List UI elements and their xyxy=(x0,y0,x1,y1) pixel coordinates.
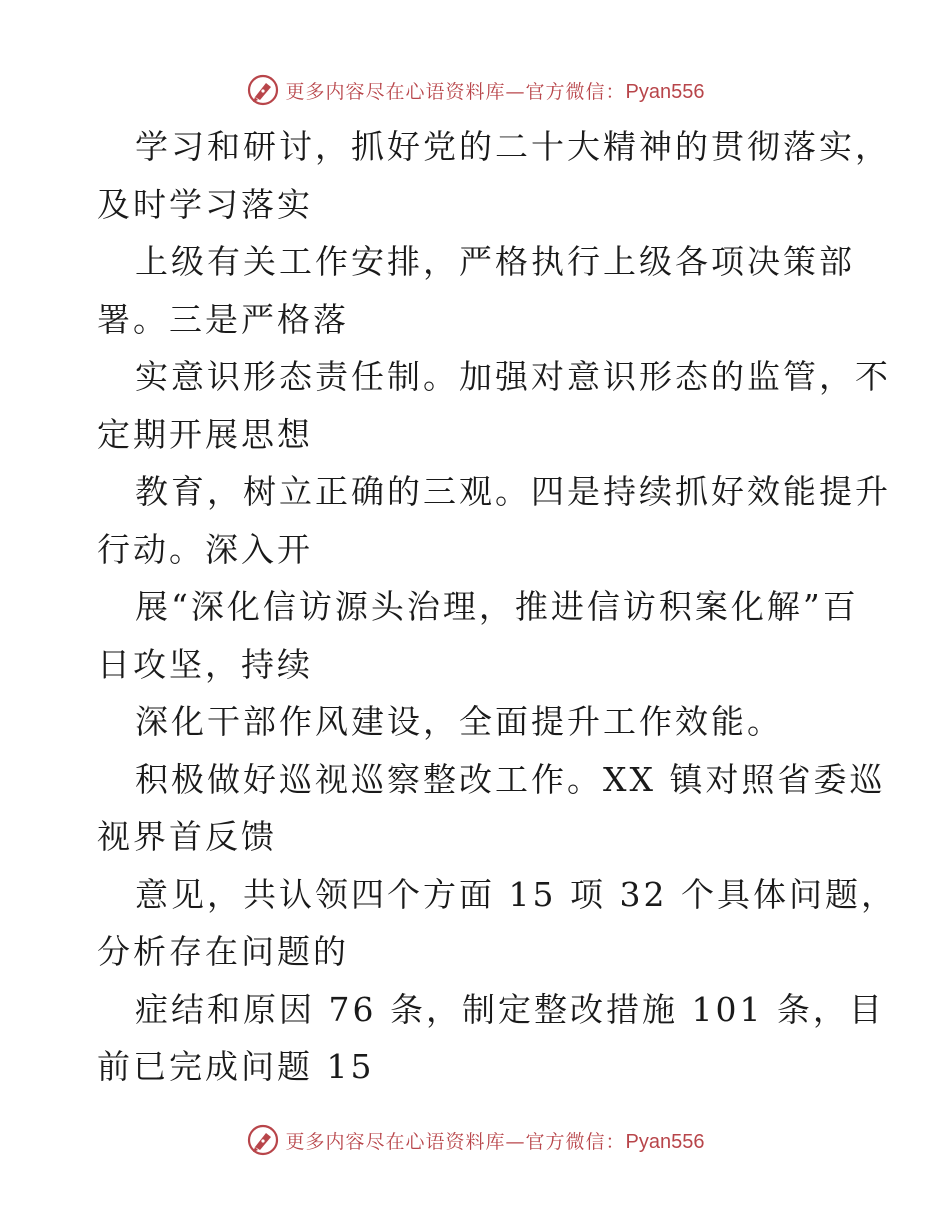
watermark-handle: Pyan556 xyxy=(625,1130,705,1153)
text-line: 行动。深入开 xyxy=(97,529,313,569)
watermark-handle: Pyan556 xyxy=(625,80,705,103)
text-line: 症结和原因 76 条，制定整改措施 101 条，目 xyxy=(135,989,885,1029)
watermark-label: 更多内容尽在心语资料库—官方微信： xyxy=(285,1130,626,1153)
text-line: 展“深化信访源头治理，推进信访积案化解”百 xyxy=(135,587,859,626)
text-line: 意见，共认领四个方面 15 项 32 个具体问题， xyxy=(135,874,897,914)
watermark-label: 更多内容尽在心语资料库—官方微信： xyxy=(285,80,626,103)
text-line: 及时学习落实 xyxy=(97,184,313,224)
text-line: 日攻坚，持续 xyxy=(97,644,313,684)
text-line: 上级有关工作安排，严格执行上级各项决策部 xyxy=(135,242,855,281)
text-line: 分析存在问题的 xyxy=(97,932,349,971)
text-line: 署。三是严格落 xyxy=(97,299,349,339)
pen-nib-logo-icon xyxy=(246,73,280,107)
text-line: 实意识形态责任制。加强对意识形态的监管，不 xyxy=(135,357,891,396)
footer-watermark xyxy=(0,1120,950,1160)
text-line: 视界首反馈 xyxy=(97,817,277,856)
header-watermark xyxy=(0,70,950,110)
pen-nib-logo-icon xyxy=(246,1123,280,1157)
text-line: 教育，树立正确的三观。四是持续抓好效能提升 xyxy=(135,472,891,511)
watermark-text xyxy=(286,1127,705,1154)
document-body xyxy=(97,118,897,1096)
watermark-text xyxy=(286,77,705,104)
text-line: 深化干部作风建设，全面提升工作效能。 xyxy=(135,702,783,741)
text-line: 定期开展思想 xyxy=(97,414,313,454)
text-line: 积极做好巡视巡察整改工作。XX 镇对照省委巡 xyxy=(135,759,886,799)
text-line: 学习和研讨，抓好党的二十大精神的贯彻落实， xyxy=(135,127,891,166)
text-line: 前已完成问题 15 xyxy=(97,1047,375,1086)
